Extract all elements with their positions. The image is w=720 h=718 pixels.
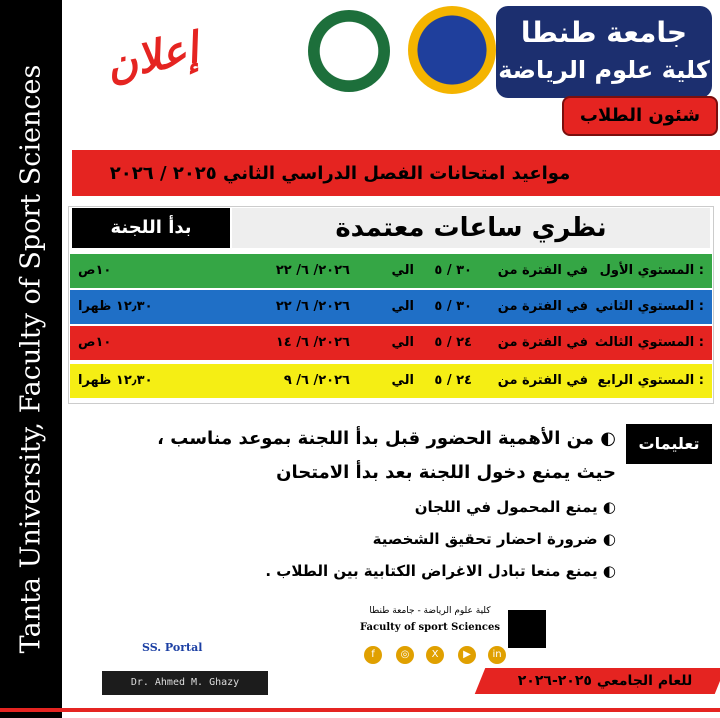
end-date: ٢٠٢٦/ ٦/ ١٤: [275, 335, 350, 350]
committee-time: ١٠ص: [78, 263, 112, 278]
linkedin-icon[interactable]: in: [488, 646, 506, 664]
footer-faculty-info: [354, 606, 506, 646]
designer-credit: Dr. Ahmed M. Ghazy: [102, 671, 268, 695]
period-from: في الفترة من: [497, 299, 588, 314]
instruction-line: حيث يمنع دخول اللجنة بعد بدأ الامتحان: [276, 462, 616, 483]
schedule-title: مواعيد امتحانات الفصل الدراسي الثاني ٢٠٢٥ / ٢٠٢٦: [109, 163, 571, 184]
end-date: ٢٠٢٦/ ٦/ ٢٢: [275, 263, 350, 278]
youtube-icon[interactable]: ▶: [458, 646, 476, 664]
level-label: المستوي الرابع :: [597, 373, 704, 388]
instagram-icon[interactable]: ◎: [396, 646, 414, 664]
instruction-line: ◐ يمنع منعا تبادل الاغراض الكتابية بين الطلاب .: [265, 562, 616, 580]
instruction-line: ◐ ضرورة احضار تحقيق الشخصية: [372, 530, 616, 548]
qr-code: [508, 610, 546, 648]
committee-time: ١٢٫٣٠ ظهرا: [78, 299, 153, 314]
level-label: المستوي الثاني :: [595, 299, 704, 314]
faculty-name: كلية علوم الرياضة: [498, 56, 710, 84]
table-row: [70, 290, 712, 324]
table-row: [70, 254, 712, 288]
end-date: ٢٠٢٦/ ٦/ ٢٢: [275, 299, 350, 314]
announcement-title: إعلان: [101, 22, 203, 91]
academic-year: للعام الجامعي ٢٠٢٥-٢٠٢٦: [517, 673, 693, 689]
sport-faculty-logo: [408, 6, 496, 94]
period-to: الي: [391, 373, 414, 388]
start-date: ٢٤ / ٥: [434, 335, 472, 350]
committee-start-header: بدأ اللجنة: [72, 208, 230, 248]
start-date: ٣٠ / ٥: [434, 299, 472, 314]
sidebar-text: Tanta University, Faculty of Sport Sciences: [15, 64, 47, 654]
period-to: الي: [391, 299, 414, 314]
theory-hours-header: نظري ساعات معتمدة: [232, 208, 710, 248]
instructions-label: تعليمات: [626, 424, 712, 464]
portal-label: SS. Portal: [142, 641, 203, 654]
period-from: في الفترة من: [497, 373, 588, 388]
level-label: المستوي الثالث :: [594, 335, 704, 350]
table-row: [70, 326, 712, 360]
university-logo: [308, 10, 390, 92]
period-to: الي: [391, 263, 414, 278]
instruction-line: ◐ يمنع المحمول في اللجان: [414, 498, 616, 516]
facebook-icon[interactable]: f: [364, 646, 382, 664]
header-box: [496, 6, 712, 98]
x-icon[interactable]: X: [426, 646, 444, 664]
faculty-english: Faculty of sport Sciences: [359, 622, 501, 633]
table-row: [70, 364, 712, 398]
committee-time: ١٠ص: [78, 335, 112, 350]
bottom-divider: [0, 708, 720, 712]
committee-time: ١٢٫٣٠ ظهرا: [78, 373, 153, 388]
level-label: المستوي الأول :: [599, 263, 704, 278]
period-from: في الفترة من: [497, 335, 588, 350]
student-affairs-badge: شئون الطلاب: [562, 96, 718, 136]
university-name: جامعة طنطا: [520, 16, 688, 49]
period-to: الي: [391, 335, 414, 350]
period-from: في الفترة من: [497, 263, 588, 278]
faculty-arabic: كلية علوم الرياضة - جامعة طنطا: [369, 606, 491, 616]
instruction-line: ◐ من الأهمية الحضور قبل بدأ اللجنة بموعد مناسب ،: [157, 428, 616, 449]
start-date: ٢٤ / ٥: [434, 373, 472, 388]
start-date: ٣٠ / ٥: [434, 263, 472, 278]
sidebar: [0, 0, 62, 718]
end-date: ٢٠٢٦/ ٦/ ٩: [283, 373, 350, 388]
